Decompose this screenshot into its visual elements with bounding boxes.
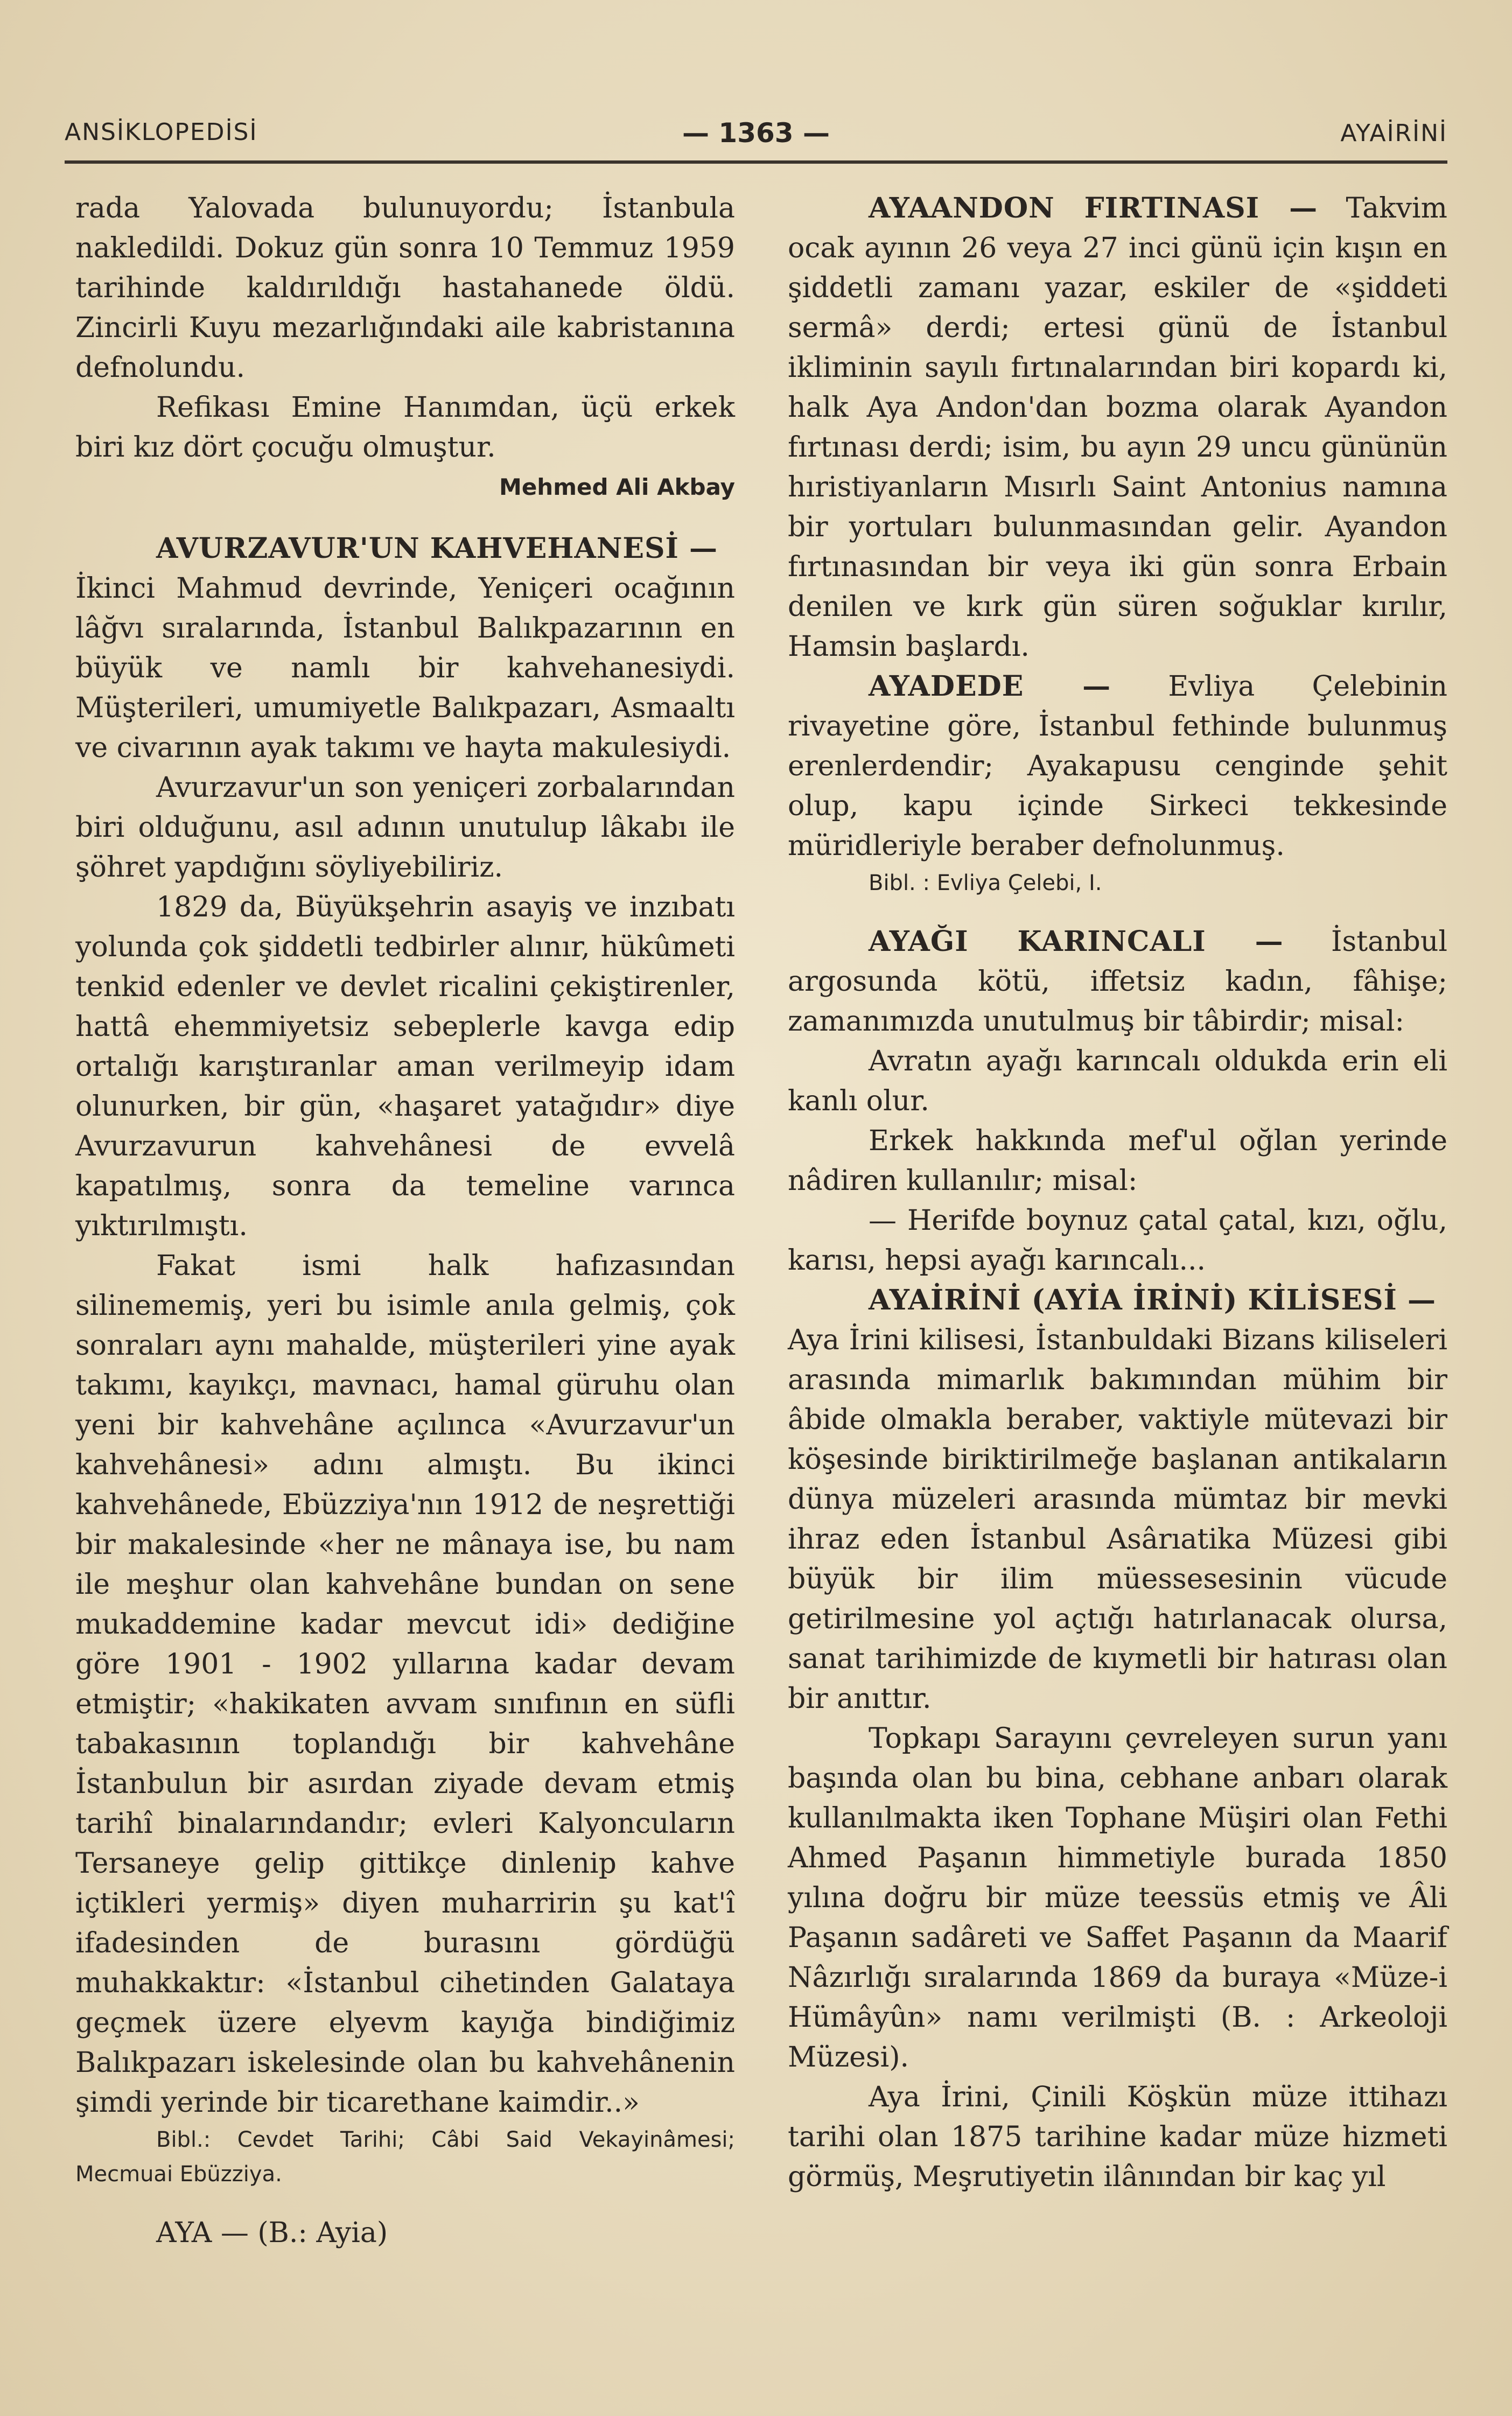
cross-reference: AYA — (B.: Ayia) bbox=[156, 2217, 388, 2249]
entry-title: AYAĞI KARINCALI — bbox=[869, 925, 1284, 958]
entry-ayairini bbox=[788, 1280, 1447, 1320]
entry-ayaandon bbox=[788, 188, 1447, 667]
entry-text: İstanbul argosunda kötü, iffetsiz kadın, fâhişe; zamanımızda unutulmuş bir tâbirdir; misal: bbox=[788, 926, 1447, 1038]
bibliography-label: Bibl. : bbox=[869, 871, 930, 895]
bibliography bbox=[75, 2123, 735, 2191]
entry-ayadede bbox=[788, 667, 1447, 866]
entry-title: AVURZAVUR'UN KAHVEHANESİ — bbox=[156, 532, 718, 565]
entry-title: AYAİRİNİ (AYİA İRİNİ) KİLİSESİ — bbox=[869, 1284, 1436, 1316]
bibliography bbox=[788, 866, 1447, 900]
example-quote: — Herifde boynuz çatal çatal, kızı, oğlu, karısı, hepsi ayağı karıncalı... bbox=[788, 1205, 1447, 1277]
entry-title: AYAANDON FIRTINASI — bbox=[869, 192, 1318, 225]
entry-avurzavur bbox=[75, 529, 735, 569]
header-rule bbox=[65, 160, 1447, 164]
paragraph: Topkapı Sarayını çevreleyen surun yanı başında olan bu bina, cebhane anbarı olarak kullanılmakta iken Tophane Müşiri olan Fethi Ahmed Paşanın himmetiyle burada 1850 yılına doğru bir müze teessüs etmiş ve Âli Paşanın sadâreti ve Saffet Paşanın da Maarif Nâzırlığı sıralarında 1869 da buraya «Müze-i Hümâyûn» namı verilmişti (B. : Arkeoloji Müzesi). bbox=[788, 1722, 1447, 2074]
bibliography-label: Bibl.: bbox=[156, 2127, 211, 2152]
paragraph: 1829 da, Büyükşehrin asayiş ve inzıbatı yolunda çok şiddetli tedbirler alınır, hükûmeti tenkid edenler ve devlet ricalini çekiştirenler, hattâ ehemmiyetsiz sebeplerle kavga edip ortalığı karıştıranlar aman verilmeyip idam olunurken, bir gün, «haşaret yatağıdır» diye Avurzavurun kahvehânesi de evvelâ kapatılmış, sonra da temeline varınca yıktırılmıştı. bbox=[75, 891, 735, 1242]
page-header bbox=[65, 108, 1447, 156]
paragraph: Aya İrini, Çinili Köşkün müze ittihazı tarihi olan 1875 tarihine kadar müze hizmeti görmüş, Meşrutiyetin ilânından bir kaç yıl bbox=[788, 2081, 1447, 2193]
paragraph: Refikası Emine Hanımdan, üçü erkek biri kız dört çocuğu olmuştur. bbox=[75, 391, 735, 464]
bibliography-text: Evliya Çelebi, I. bbox=[936, 871, 1102, 895]
paragraph: rada Yalovada bulunuyordu; İstanbula nakledildi. Dokuz gün sonra 10 Temmuz 1959 tarihinde kaldırıldığı hastahanede öldü. Zincirli Kuyu mezarlığındaki aile kabristanına defnolundu. bbox=[75, 192, 735, 384]
entry-text: Evliya Çelebinin rivayetine göre, İstanbul fethinde bulunmuş erenlerdendir; Ayakapusu cenginde şehit olup, kapu içinde Sirkeci tekkesinde müridleriyle beraber defnolunmuş. bbox=[788, 670, 1447, 862]
entry-ayagi-karincali bbox=[788, 922, 1447, 1041]
page-number: — 1363 — bbox=[682, 117, 830, 149]
left-column bbox=[75, 188, 735, 2253]
entry-text: Takvim ocak ayının 26 veya 27 inci günü için kışın en şiddetli zamanı yazar, eskiler de «şiddeti sermâ» derdi; ertesi günü de İstanbul ikliminin sayılı fırtınalarından biri kopardı ki, halk Aya Andon'dan bozma olarak Ayandon fırtınası derdi; isim, bu ayın 29 uncu gününün hıristiyanların Mısırlı Saint Antonius namına bir yortuları bulunmasından gelir. Ayandon fırtınasından bir veya iki gün sonra Erbain denilen ve kırk gün süren soğuklar kırılır, Hamsin başlardı. bbox=[788, 192, 1447, 663]
paragraph: Erkek hakkında mef'ul oğlan yerinde nâdiren kullanılır; misal: bbox=[788, 1125, 1447, 1197]
paragraph: Fakat ismi halk hafızasından silinememiş, yeri bu isimle anıla gelmiş, çok sonraları aynı mahalde, müşterileri yine ayak takımı, kayıkçı, mavnacı, hamal güruhu olan yeni bir kahvehâne açılınca «Avurzavur'un kahvehânesi» adını almıştı. Bu ikinci kahvehânede, Ebüzziya'nın 1912 de neşrettiği bir makalesinde «her ne mânaya ise, bu nam ile meşhur olan kahvehâne bundan on sene mukaddemine kadar mevcut idi» dediğine göre 1901 - 1902 yıllarına kadar devam etmiştir; «hakikaten avvam sınıfının en süfli tabakasının toplandığı bir kahvehâne İstanbulun bir asırdan ziyade devam etmiş tarihî binalarındandır; evleri Kalyoncuların Tersaneye gelip gittikçe dinlenip kahve içtikleri yermiş» diyen muharririn şu kat'î ifadesinden de burasını gördüğü muhakkaktır: «İstanbul cihetinden Galataya geçmek üzere elyevm kayığa bindiğimiz Balıkpazarı iskelesinde olan bu kahvehânenin şimdi yerinde bir ticarethane kaimdir..» bbox=[75, 1250, 735, 2119]
author-signature: Mehmed Ali Akbay bbox=[499, 474, 735, 500]
header-left-title: ANSİKLOPEDİSİ bbox=[65, 118, 258, 146]
header-right-title: AYAİRİNİ bbox=[1340, 120, 1447, 147]
right-column bbox=[788, 188, 1447, 2197]
example-quote: Avratın ayağı karıncalı oldukda erin eli kanlı olur. bbox=[788, 1045, 1447, 1117]
entry-title: AYADEDE — bbox=[869, 670, 1111, 703]
bibliography-text: Cevdet Tarihi; Câbi Said Vekayinâmesi; Mecmuai Ebüzziya. bbox=[75, 2127, 735, 2187]
paragraph: Avurzavur'un son yeniçeri zorbalarından biri olduğunu, asıl adının unutulup lâkabı ile şöhret yapdığını söyliyebiliriz. bbox=[75, 772, 735, 884]
paragraph: İkinci Mahmud devrinde, Yeniçeri ocağının lâğvı sıralarında, İstanbul Balıkpazarının en büyük ve namlı bir kahvehanesiydi. Müşterileri, umumiyetle Balıkpazarı, Asmaaltı ve civarının ayak takımı ve hayta makulesiydi. bbox=[75, 572, 735, 764]
paragraph: Aya İrini kilisesi, İstanbuldaki Bizans kiliseleri arasında mimarlık bakımından mühim bir âbide olmakla beraber, vaktiyle mütevazi bir köşesinde biriktirilmeğe başlanan antikaların dünya müzeleri arasında mümtaz bir mevki ihraz eden İstanbul Asârıatika Müzesi gibi büyük bir ilim müessesesinin vücude getirilmesine yol açtığı hatırlanacak olursa, sanat tarihimizde de kıymetli bir hatırası olan bir anıttır. bbox=[788, 1324, 1447, 1715]
